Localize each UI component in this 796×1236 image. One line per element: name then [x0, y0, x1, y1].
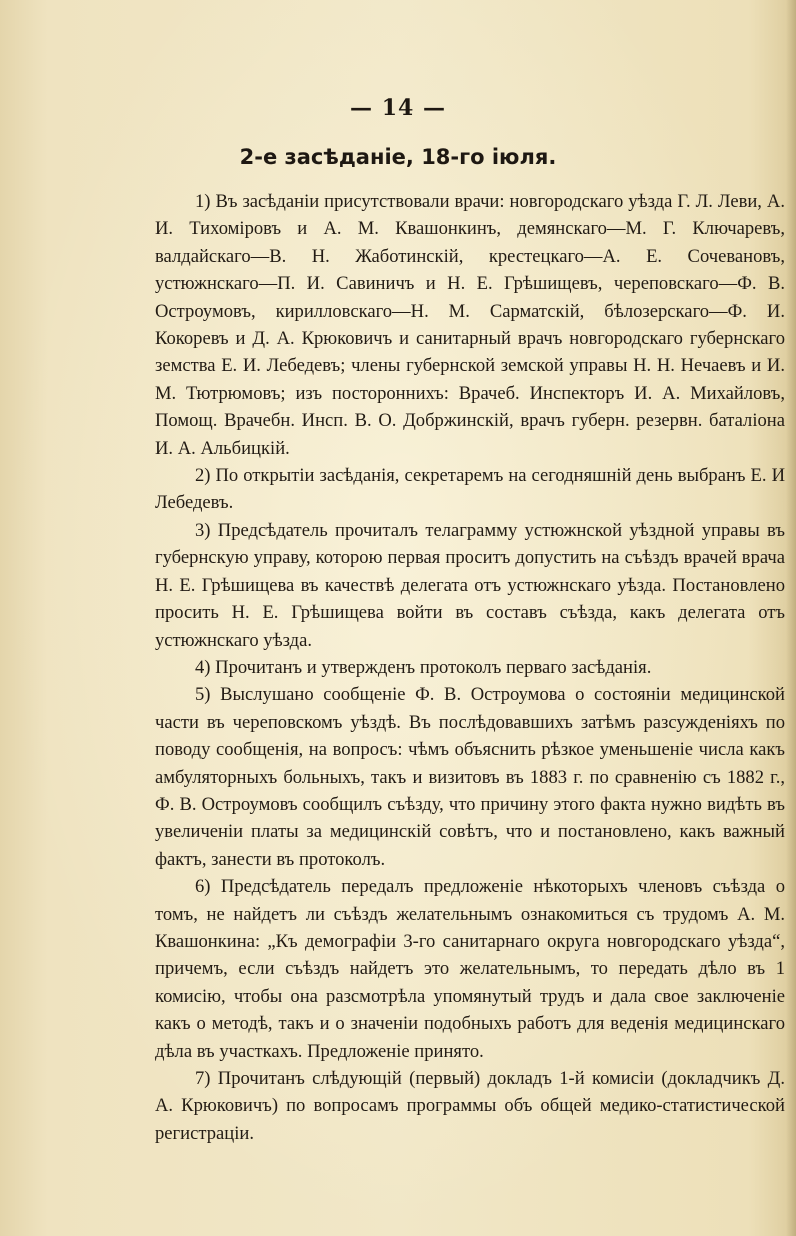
paragraph-1: 1) Въ засѣданіи присутствовали врачи: новгородскаго уѣзда Г. Л. Леви, А. И. Тихоміровъ и А. М. Квашонкинъ, демянскаго—М. Г. Ключаревъ, валдайскаго—В. Н. Жаботинскій, крестецкаго—А. Е. Сочевановъ, устюжнскаго—П. И. Савиничъ и Н. Е. Грѣшищевъ, череповскаго—Ф. В. Остроумовъ, кирилловскаго—Н. М. Сарматскій, бѣлозерскаго—Ф. И. Кокоревъ и Д. А. Крюковичъ и санитарный врачъ новгородскаго губернскаго земства Е. И. Лебедевъ; члены губернской земской управы Н. Н. Нечаевъ и И. М. Тютрюмовъ; изъ постороннихъ: Врачеб. Инспекторъ И. А. Михайловъ, Помощ. Врачебн. Инсп. В. О. Добржинскій, врачъ губерн. резервн. баталіона И. А. Альбицкій.	[155, 191, 785, 459]
paragraph-2: 2) По открытіи засѣданія, секретаремъ на сегодняшній день выбранъ Е. И Лебедевъ.	[155, 465, 785, 514]
paragraph-5: 5) Выслушано сообщеніе Ф. В. Остроумова о состояніи медицинской части въ череповскомъ уѣздѣ. Въ послѣдовавшихъ затѣмъ разсужденіяхъ по поводу сообщенія, на вопросъ: чѣмъ объяснить рѣзкое уменьшеніе числа какъ амбуляторныхъ больныхъ, такъ и визитовъ въ 1883 г. по сравненію съ 1882 г., Ф. В. Остроумовъ сообщилъ съѣзду, что причину этого факта нужно видѣть въ увеличеніи платы за медицинскій совѣтъ, что и постановлено, какъ важный фактъ, занести въ протоколъ.	[155, 684, 785, 870]
paragraph-6: 6) Предсѣдатель передалъ предложеніе нѣкоторыхъ членовъ съѣзда о томъ, не найдетъ ли съѣздъ желательнымъ ознакомиться съ трудомъ А. М. Квашонкина: „Къ демографіи 3-го санитарнаго округа новгородскаго уѣзда“, причемъ, если съѣздъ найдетъ это желательнымъ, то передать дѣло въ 1 комисію, чтобы она разсмотрѣла упомянутый трудъ и дала свое заключеніе какъ о методѣ, такъ и о значеніи подобныхъ работъ для веденія медицинскаго дѣла въ участкахъ. Предложеніе принято.	[155, 876, 785, 1062]
body-text	[155, 188, 785, 1147]
paragraph-4: 4) Прочитанъ и утвержденъ протоколъ перваго засѣданія.	[195, 656, 652, 678]
page-number: — 14 —	[350, 95, 446, 121]
session-heading: 2-е засѣданіе, 18-го іюля.	[239, 145, 557, 169]
paragraph-3: 3) Предсѣдатель прочиталъ телаграмму устюжнской уѣздной управы въ губернскую управу, которою первая проситъ допустить на съѣздъ врачей врача Н. Е. Грѣшищева въ качествѣ делегата отъ устюжнскаго уѣзда. Постановлено просить Н. Е. Грѣшищева войти въ составъ съѣзда, какъ делегата отъ устюжнскаго уѣзда.	[155, 519, 785, 651]
paragraph-7: 7) Прочитанъ слѣдующій (первый) докладъ 1-й комисіи (докладчикъ Д. А. Крюковичъ) по вопросамъ программы объ общей медико-статистической регистраціи.	[155, 1068, 785, 1144]
